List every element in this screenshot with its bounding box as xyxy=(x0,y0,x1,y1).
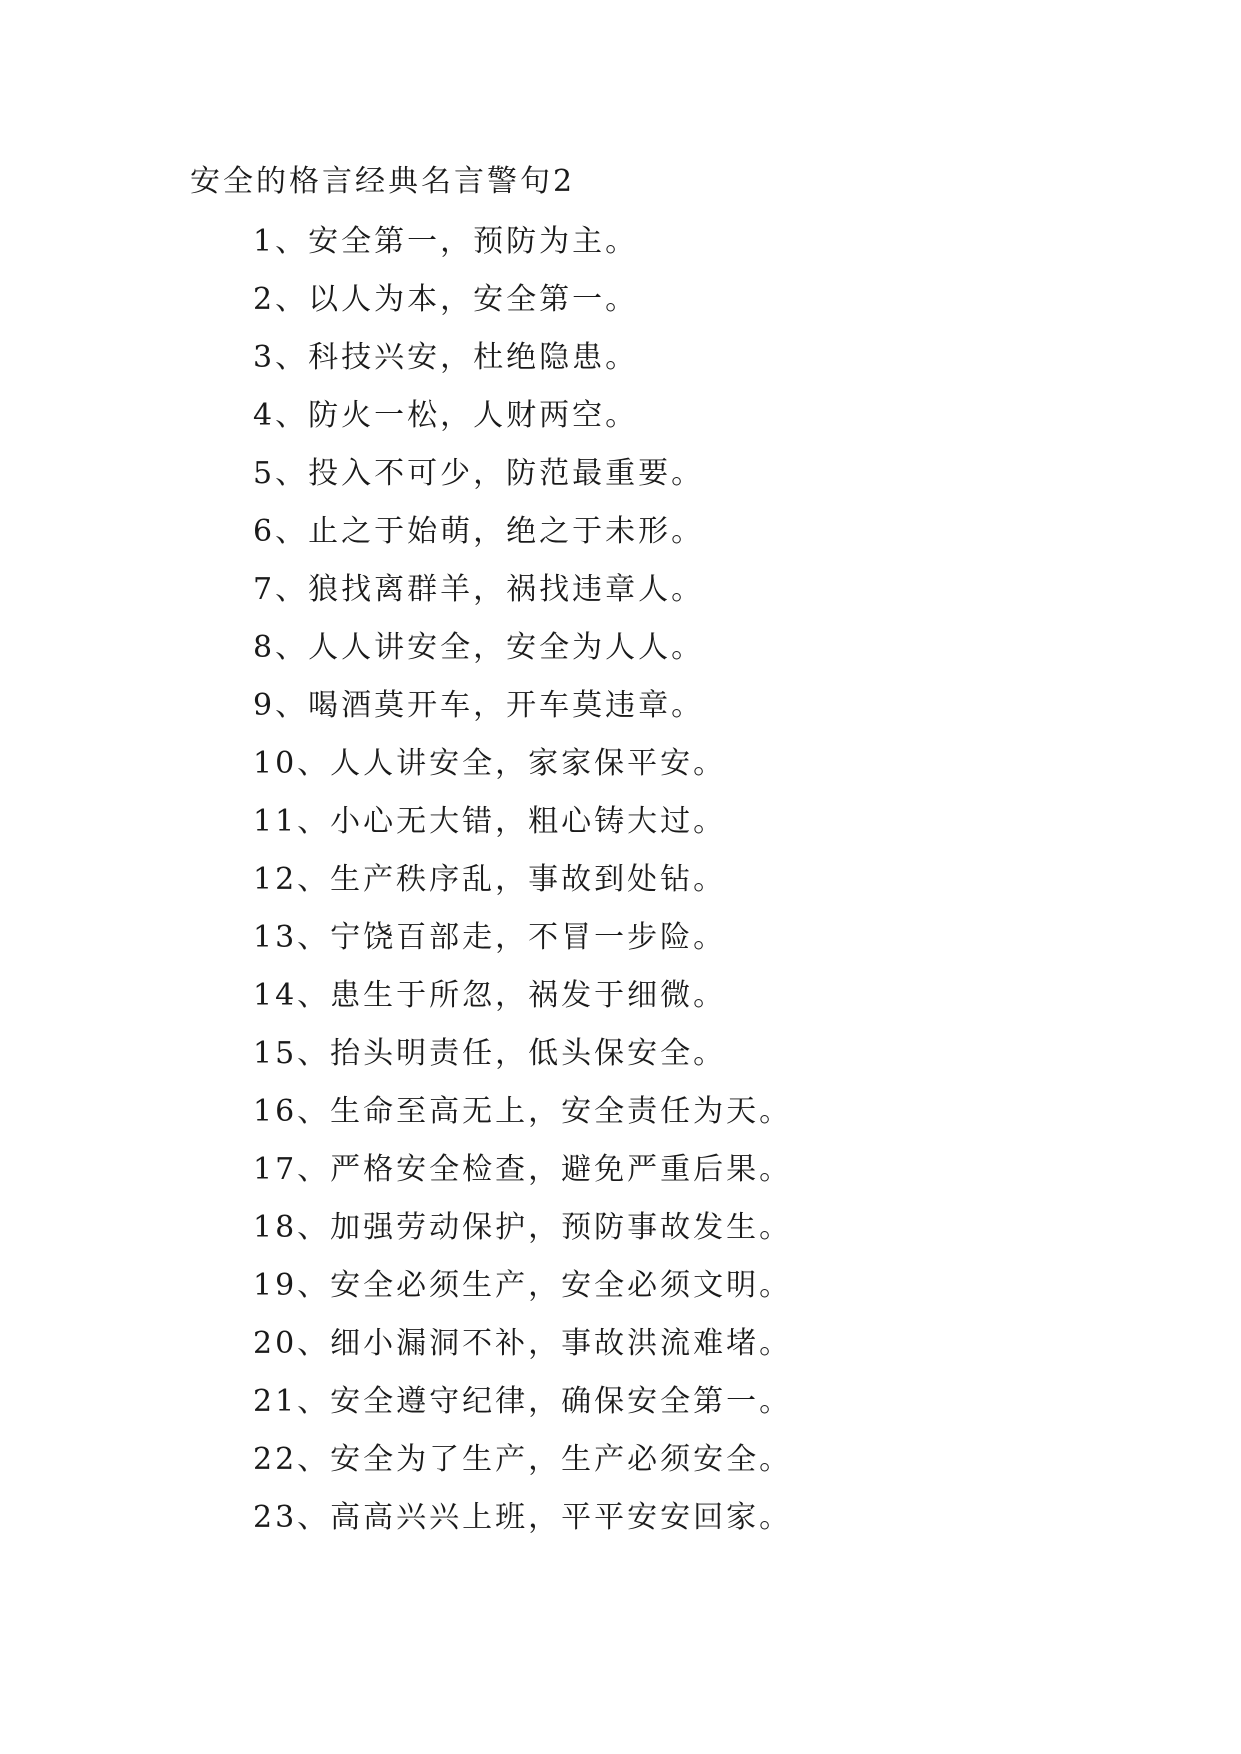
quote-item: 18、加强劳动保护，预防事故发生。 xyxy=(253,1210,793,1245)
quote-item: 6、止之于始萌，绝之于未形。 xyxy=(253,514,705,549)
quote-item: 13、宁饶百部走，不冒一步险。 xyxy=(253,920,727,955)
quote-item: 17、严格安全检查，避免严重后果。 xyxy=(253,1152,793,1187)
quote-item: 4、防火一松，人财两空。 xyxy=(253,398,639,433)
quote-item: 22、安全为了生产，生产必须安全。 xyxy=(253,1442,793,1477)
quote-item: 9、喝酒莫开车，开车莫违章。 xyxy=(253,688,705,723)
quote-item: 2、以人为本，安全第一。 xyxy=(253,282,639,317)
quote-item: 23、高高兴兴上班，平平安安回家。 xyxy=(253,1500,793,1535)
quote-item: 19、安全必须生产，安全必须文明。 xyxy=(253,1268,793,1303)
quote-item: 14、患生于所忽，祸发于细微。 xyxy=(253,978,727,1013)
quote-item: 3、科技兴安，杜绝隐患。 xyxy=(253,340,639,375)
quote-item: 21、安全遵守纪律，确保安全第一。 xyxy=(253,1384,793,1419)
quote-item: 11、小心无大错，粗心铸大过。 xyxy=(253,804,727,839)
quote-item: 7、狼找离群羊，祸找违章人。 xyxy=(253,572,705,607)
quote-item: 20、细小漏洞不补，事故洪流难堵。 xyxy=(253,1326,793,1361)
quote-item: 16、生命至高无上，安全责任为天。 xyxy=(253,1094,793,1129)
quote-item: 8、人人讲安全，安全为人人。 xyxy=(253,630,705,665)
quote-item: 5、投入不可少，防范最重要。 xyxy=(253,456,705,491)
document-title: 安全的格言经典名言警句2 xyxy=(190,164,576,199)
quote-item: 1、安全第一，预防为主。 xyxy=(253,224,639,259)
quote-item: 12、生产秩序乱，事故到处钻。 xyxy=(253,862,727,897)
quote-item: 10、人人讲安全，家家保平安。 xyxy=(253,746,727,781)
quote-item: 15、抬头明责任，低头保安全。 xyxy=(253,1036,727,1071)
quote-list xyxy=(253,222,792,1556)
